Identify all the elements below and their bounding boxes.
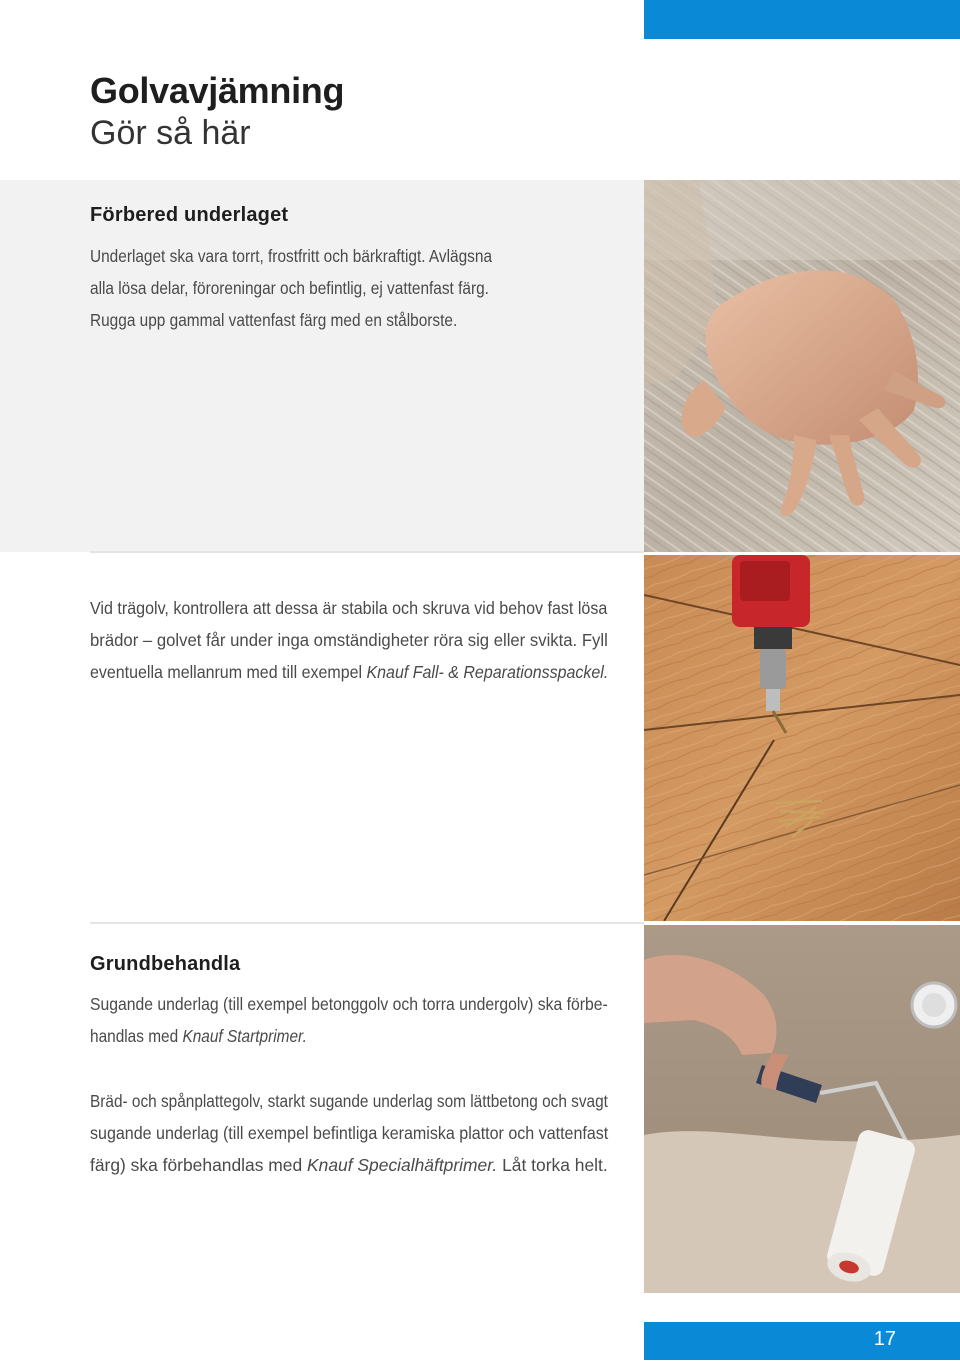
text-span: handlas med — [90, 1026, 183, 1046]
page-title: Golvavjämning — [90, 70, 345, 111]
photo-roller-primer — [644, 925, 960, 1293]
divider — [90, 551, 644, 553]
text-span: Låt torka helt. — [497, 1155, 608, 1175]
product-name: Knauf Specialhäftprimer. — [307, 1155, 498, 1175]
text-line: Rugga upp gammal vattenfast färg med en stålborste. — [90, 310, 458, 330]
text-line: Underlaget ska vara torrt, frostfritt och bärkraftigt. Avlägsna — [90, 246, 493, 266]
text-line: Vid trägolv, kontrollera att dessa är stabila och skruva vid behov fast lösa — [90, 598, 608, 618]
section-heading-prepare: Förbered underlaget — [90, 204, 289, 226]
photo-drill-wood-floor — [644, 555, 960, 921]
text-line — [90, 1020, 307, 1052]
bottom-accent-bar — [644, 1322, 960, 1360]
text-line: brädor – golvet får under inga omständigheter röra sig eller svikta. Fyll — [90, 630, 608, 650]
text-line: Sugande underlag (till exempel betonggolv och torra undergolv) ska förbe- — [90, 994, 608, 1014]
section-prime-text-2 — [90, 1085, 630, 1181]
text-span: färg) ska förbehandlas med — [90, 1155, 308, 1175]
product-name: Knauf Startprimer. — [182, 1026, 307, 1046]
section-prepare-text — [90, 240, 610, 336]
section-background — [0, 180, 644, 552]
text-line: sugande underlag (till exempel befintliga keramiska plattor och vattenfast — [90, 1123, 609, 1143]
section-prime-text-1 — [90, 988, 630, 1052]
text-line — [90, 656, 608, 688]
section-heading-prime: Grundbehandla — [90, 953, 241, 975]
section-wood-floor-text — [90, 592, 630, 688]
page-subtitle: Gör så här — [90, 114, 251, 152]
text-line: Bräd- och spånplattegolv, starkt sugande underlag som lättbetong och svagt — [90, 1091, 608, 1111]
top-accent-bar — [644, 0, 960, 39]
divider — [90, 922, 644, 924]
text-span: eventuella mellanrum med till exempel — [90, 662, 367, 682]
text-line: alla lösa delar, föroreningar och befintlig, ej vattenfast färg. — [90, 278, 489, 298]
page-number: 17 — [873, 1328, 896, 1350]
text-line — [90, 1149, 608, 1181]
photo-hand-on-concrete — [644, 180, 960, 552]
product-name: Knauf Fall- & Reparationsspackel. — [366, 662, 609, 682]
